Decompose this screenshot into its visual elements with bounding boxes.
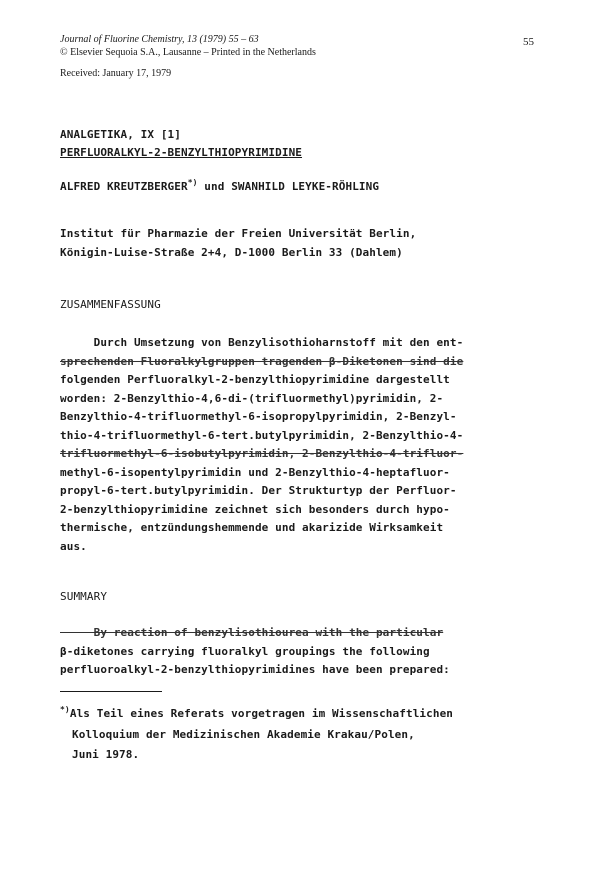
institution-line-1: Institut für Pharmazie der Freien Universität Berlin, (60, 227, 417, 240)
author-2: und SWANHILD LEYKE-RÖHLING (197, 180, 380, 193)
body-line: By reaction of benzylisothiourea with the particular (60, 626, 444, 639)
page-number: 55 (523, 36, 534, 48)
title-line-2: PERFLUORALKYL-2-BENZYLTHIOPYRIMIDINE (60, 146, 303, 159)
institution-line-2: Königin-Luise-Straße 2+4, D-1000 Berlin 33 (Dahlem) (60, 246, 403, 259)
body-line: β-diketones carrying fluoralkyl groupings the following (60, 644, 430, 658)
body-line: thio-4-trifluormethyl-6-tert.butylpyrimidin, 2-Benzylthio-4- (60, 428, 464, 442)
institution (60, 224, 416, 262)
footnote-line-1: Als Teil eines Referats vorgetragen im Wissenschaftlichen (69, 707, 454, 720)
received-date: Received: January 17, 1979 (60, 68, 172, 79)
body-line: thermische, entzündungshemmende und akarizide Wirksamkeit (60, 521, 444, 534)
body-line: Benzylthio-4-trifluormethyl-6-isopropylpyrimidin, 2-Benzyl- (60, 410, 457, 423)
summary-body (60, 624, 450, 680)
body-line: aus. (60, 539, 87, 553)
title-line-1: ANALGETIKA, IX [1] (60, 128, 182, 141)
body-line: 2-benzylthiopyrimidine zeichnet sich besonders durch hypo- (60, 502, 450, 516)
body-line: worden: 2-Benzylthio-4,6-di-(trifluormethyl)pyrimidin, 2- (60, 391, 444, 405)
footnote-separator (60, 691, 162, 692)
footnote-line-2: Kolloquium der Medizinischen Akademie Krakau/Polen, (72, 728, 415, 741)
author-1: ALFRED KREUTZBERGER (60, 180, 188, 193)
body-line: methyl-6-isopentylpyrimidin und 2-Benzylthio-4-heptafluor- (60, 465, 450, 479)
body-line: Durch Umsetzung von Benzylisothioharnstoff mit den ent- (60, 336, 464, 349)
publisher-line: © Elsevier Sequoia S.A., Lausanne – Printed in the Netherlands (60, 47, 316, 58)
section-heading-summary: SUMMARY (60, 590, 108, 603)
body-line: propyl-6-tert.butylpyrimidin. Der Strukturtyp der Perfluor- (60, 484, 457, 497)
body-line: folgenden Perfluoralkyl-2-benzylthiopyrimidine dargestellt (60, 373, 450, 386)
footnote-line-3: Juni 1978. (72, 748, 140, 761)
author-footnote-marker: *) (187, 178, 198, 187)
body-line: trifluormethyl-6-isobutylpyrimidin, 2-Benzylthio-4-trifluor- (60, 447, 464, 460)
section-heading-zusammenfassung: ZUSAMMENFASSUNG (60, 298, 161, 311)
footnote-marker: *) (60, 705, 70, 714)
body-line: sprechenden Fluoralkylgruppen tragenden β-Diketonen sind die (60, 354, 464, 368)
zusammenfassung-body (60, 334, 463, 556)
author-line (60, 180, 379, 193)
journal-citation: Journal of Fluorine Chemistry, 13 (1979) 55 – 63 (60, 34, 259, 45)
body-line: perfluoroalkyl-2-benzylthiopyrimidines have been prepared: (60, 663, 450, 676)
footnote (60, 704, 453, 765)
